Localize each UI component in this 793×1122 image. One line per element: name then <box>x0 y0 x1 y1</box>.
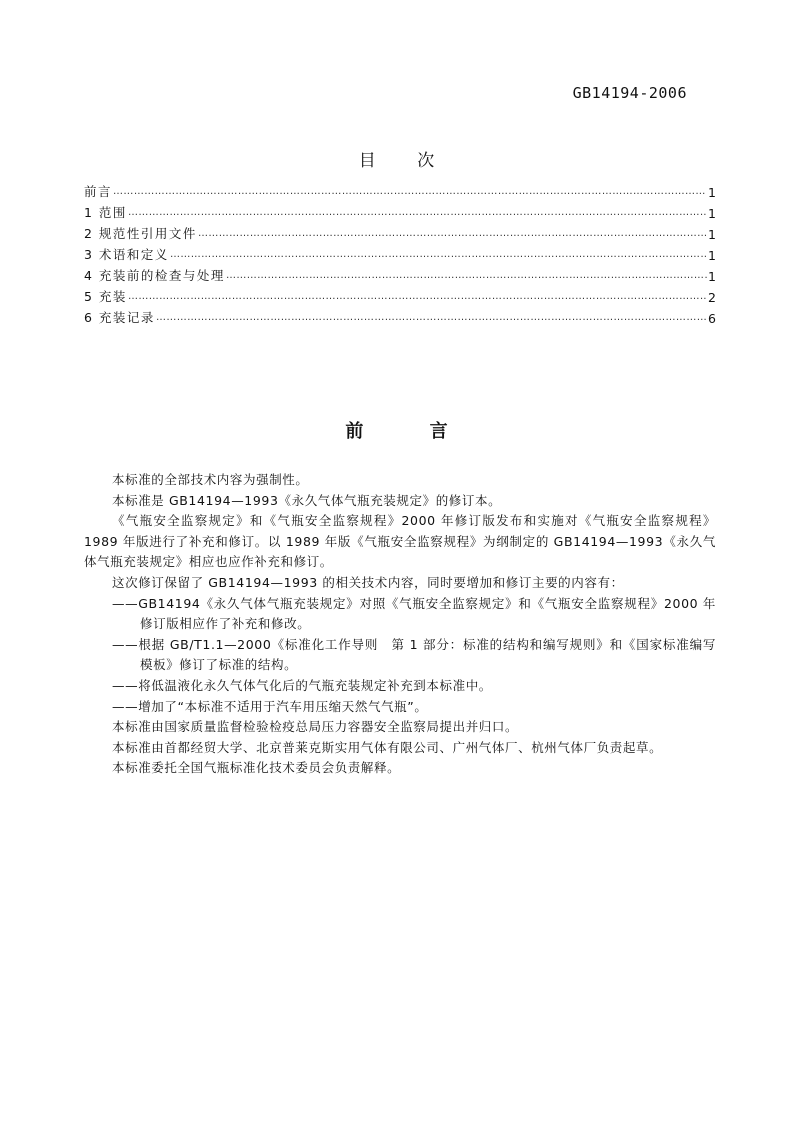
foreword-paragraph: 本标准的全部技术内容为强制性。 <box>112 472 309 487</box>
toc-leader-dots <box>198 226 707 242</box>
foreword-paragraph: 本标准由首都经贸大学、北京普莱克斯实用气体有限公司、广州气体厂、杭州气体厂负责起草。 <box>112 739 663 755</box>
toc-entry-label: 2 规范性引用文件 <box>84 226 197 241</box>
table-of-contents <box>84 179 716 326</box>
toc-entry-page: 1 <box>708 248 716 263</box>
toc-entry[interactable] <box>84 221 716 242</box>
toc-leader-dots <box>128 289 707 305</box>
standard-code: GB14194-2006 <box>572 84 687 102</box>
foreword-body <box>84 470 716 779</box>
toc-leader-dots <box>128 205 707 221</box>
toc-entry-label: 6 充装记录 <box>84 310 155 325</box>
toc-entry[interactable] <box>84 242 716 263</box>
toc-entry-label: 4 充装前的检查与处理 <box>84 268 225 283</box>
toc-leader-dots <box>170 247 707 263</box>
toc-entry[interactable] <box>84 200 716 221</box>
toc-entry[interactable] <box>84 179 716 200</box>
toc-entry-label: 前言 <box>84 184 113 199</box>
toc-title: 目 次 <box>358 151 453 171</box>
toc-entry-page: 6 <box>708 311 716 326</box>
foreword-paragraph: 《气瓶安全监察规定》和《气瓶安全监察规程》2000 年修订版发布和实施对《气瓶安全监察规程》1989 年版进行了补充和修订。以 1989 年版《气瓶安全监察规程》为纲制定的 GB14194—1993《永久气体气瓶充装规定》相应也应作补充和修订。 <box>84 513 716 570</box>
toc-entry-label: 5 充装 <box>84 289 127 304</box>
toc-entry-page: 1 <box>708 227 716 242</box>
toc-entry-page: 1 <box>708 206 716 221</box>
change-item: ——将低温液化永久气体气化后的气瓶充装规定补充到本标准中。 <box>112 677 492 693</box>
toc-entry[interactable] <box>84 284 716 305</box>
foreword-paragraph: 这次修订保留了 GB14194—1993 的相关技术内容，同时要增加和修订主要的内容有： <box>112 574 624 590</box>
change-item: ——增加了“本标准不适用于汽车用压缩天然气气瓶”。 <box>112 698 428 714</box>
foreword-paragraph: 本标准是 GB14194—1993《永久气体气瓶充装规定》的修订本。 <box>112 492 502 508</box>
toc-leader-dots <box>113 184 707 200</box>
foreword-paragraph: 本标准由国家质量监督检验检疫总局压力容器安全监察局提出并归口。 <box>112 719 519 735</box>
change-item: ——根据 GB/T1.1—2000《标准化工作导则 第 1 部分：标准的结构和编写规则》和《国家标准编写模板》修订了标准的结构。 <box>112 636 716 673</box>
toc-entry[interactable] <box>84 263 716 284</box>
toc-entry-label: 3 术语和定义 <box>84 247 169 262</box>
foreword-paragraph: 本标准委托全国气瓶标准化技术委员会负责解释。 <box>112 760 401 776</box>
foreword-title: 前 言 <box>345 421 478 442</box>
toc-leader-dots <box>226 268 707 284</box>
toc-entry-page: 1 <box>708 185 716 200</box>
toc-entry[interactable] <box>84 305 716 326</box>
toc-entry-page: 2 <box>708 290 716 305</box>
toc-entry-label: 1 范围 <box>84 205 127 220</box>
toc-leader-dots <box>156 310 707 326</box>
change-item: ——GB14194《永久气体气瓶充装规定》对照《气瓶安全监察规定》和《气瓶安全监察规程》2000 年修订版相应作了补充和修改。 <box>112 595 716 632</box>
toc-entry-page: 1 <box>708 269 716 284</box>
